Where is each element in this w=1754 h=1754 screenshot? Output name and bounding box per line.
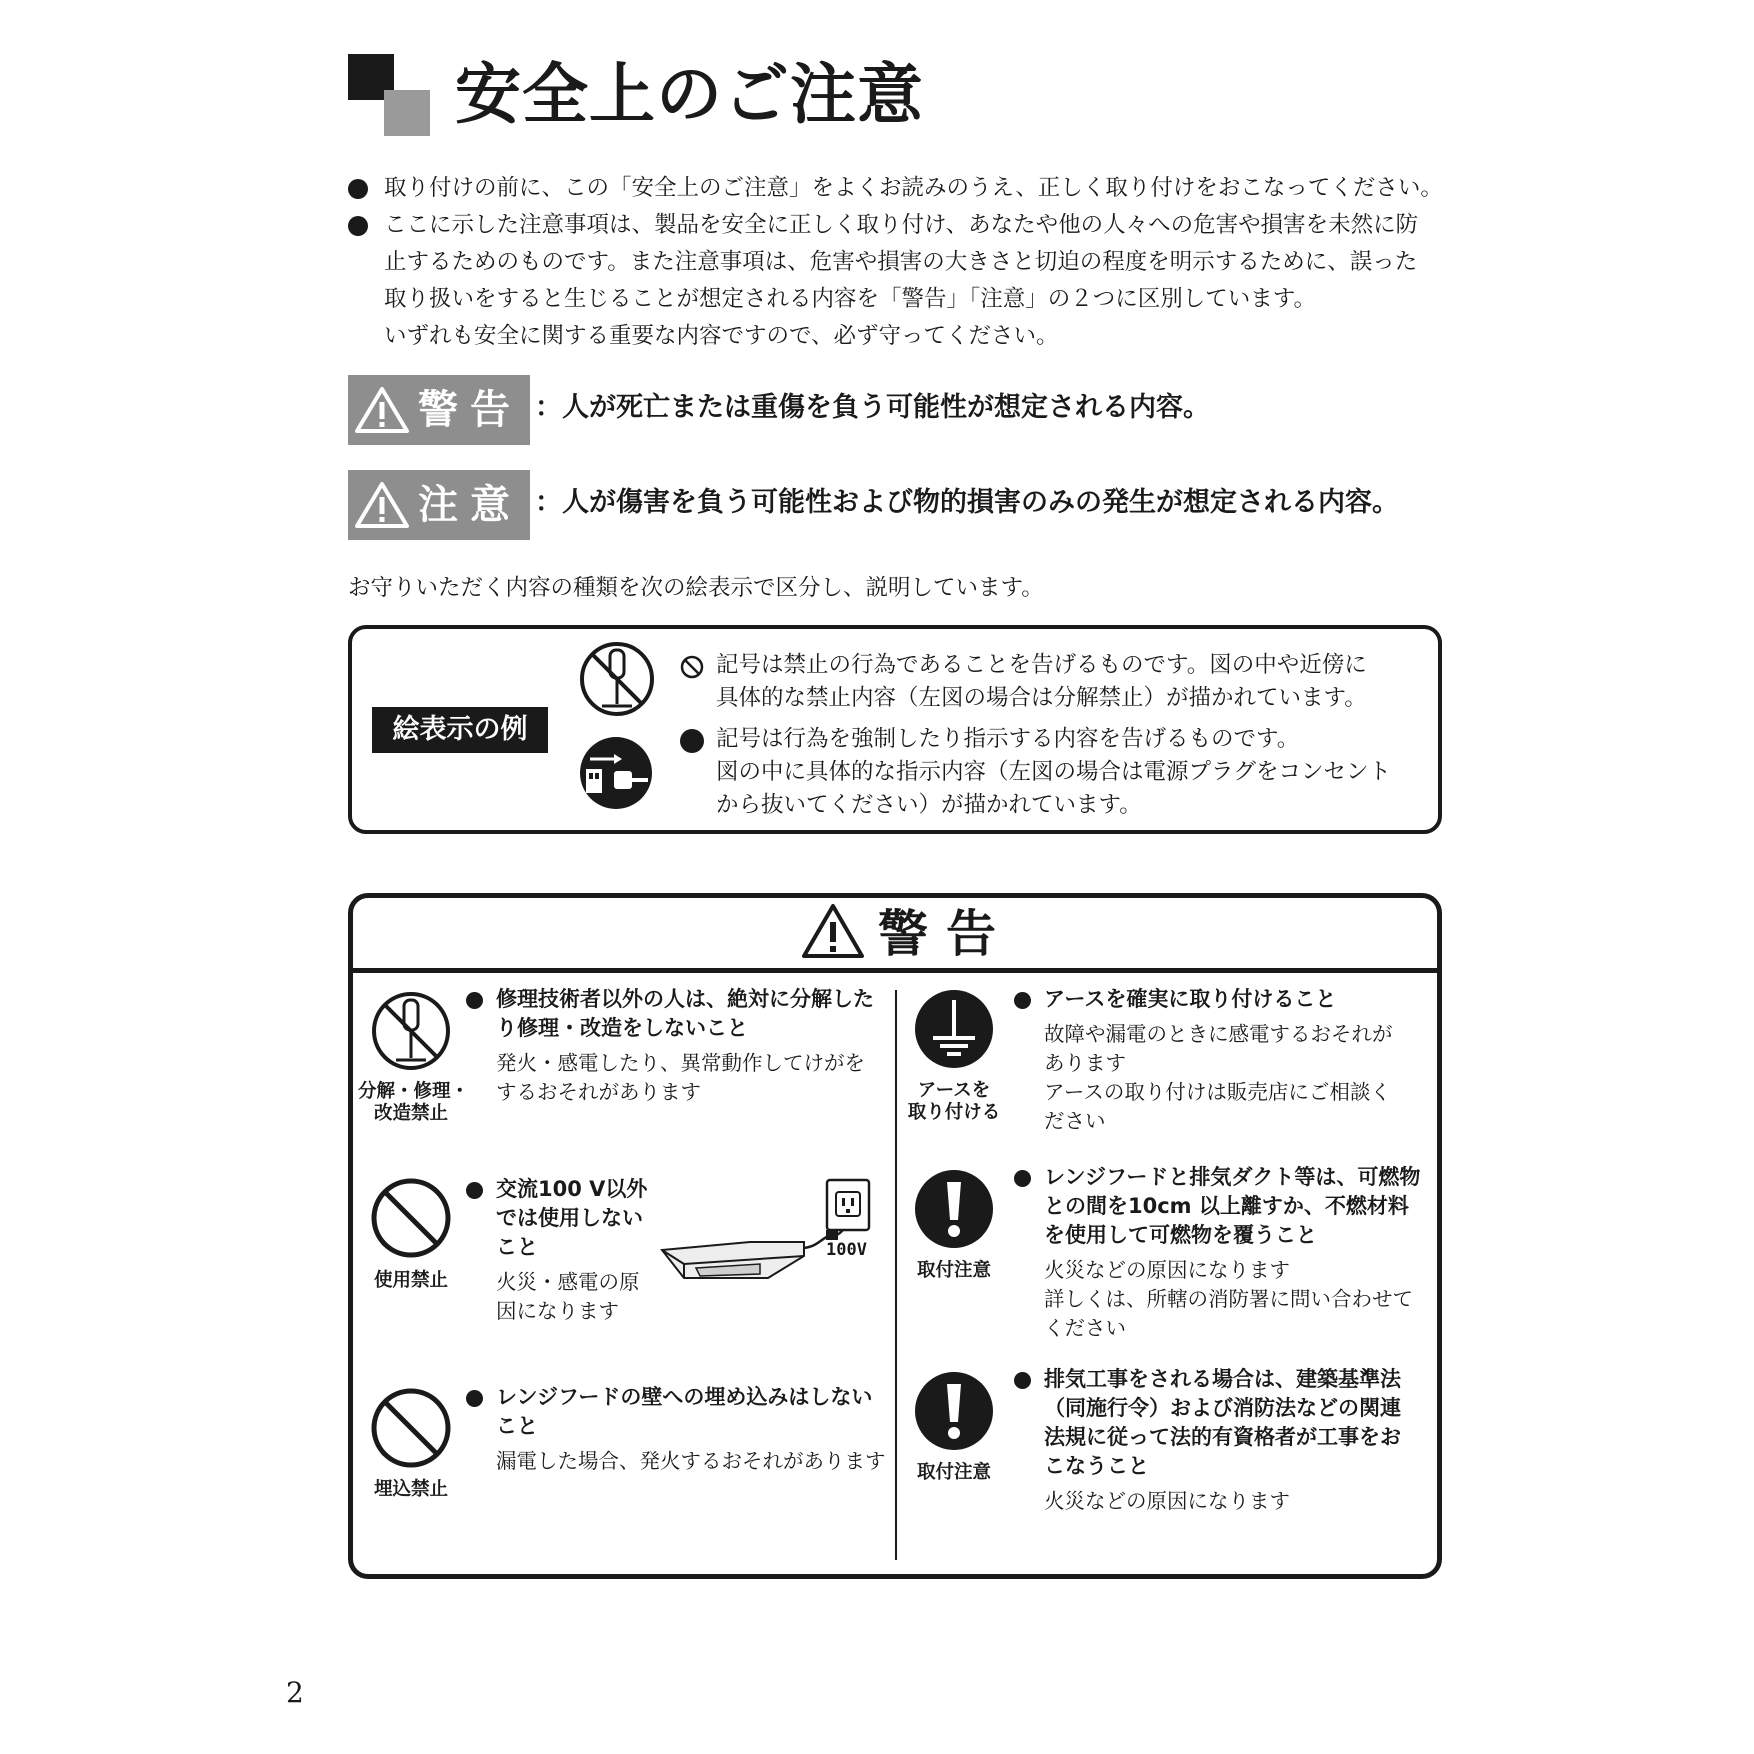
page-number: 2 xyxy=(286,1676,304,1709)
warning-item-exhaust-work: 排気工事をされる場合は、建築基準法 （同施行令）および消防法などの関連 法規に従って法的有資格者が工事をお こなうこと 火災などの原因になります xyxy=(1014,1365,1434,1516)
voltage-figure-label: 100V xyxy=(826,1240,867,1260)
warning-box-title: 警告 xyxy=(878,905,1014,963)
exclamation-icon xyxy=(913,1168,995,1250)
warning-box-header-divider xyxy=(352,968,1438,973)
warning-triangle-icon xyxy=(800,902,866,960)
range-hood-outlet-illustration xyxy=(660,1178,880,1288)
unplug-icon xyxy=(578,735,654,811)
caution-level-label: 注意 xyxy=(348,470,530,540)
no-disassembly-icon xyxy=(578,640,656,718)
page-title: 安全上のご注意 xyxy=(455,56,924,133)
prohibited-icon xyxy=(680,655,704,679)
install-caution-caption: 取付注意 xyxy=(916,1462,991,1483)
title-decoration xyxy=(348,54,432,138)
install-caution-caption: 取付注意 xyxy=(916,1260,991,1281)
prohibited-icon xyxy=(370,1177,452,1259)
pictogram-note: お守りいただく内容の種類を次の絵表示で区分し、説明しています。 xyxy=(348,575,1044,601)
warning-level-description: ：人が死亡または重傷を負う可能性が想定される内容。 xyxy=(535,392,1210,423)
prohibited-icon xyxy=(370,1387,452,1469)
warning-triangle-icon xyxy=(354,385,410,435)
intro-bullet-2: ここに示した注意事項は、製品を安全に正しく取り付け、あなたや他の人々への危害や損害を未然に防 止するためのものです。また注意事項は、危害や損害の大きさと切迫の程度を明示するために、誤った 取り扱いをすると生じることが想定される内容を「警告」「注意」の２つに区別しています。 いずれも安全に関する重要な内容ですので、必ず守ってください。 xyxy=(348,207,1448,355)
intro-section xyxy=(348,170,1448,355)
embed-prohibited-caption: 埋込禁止 xyxy=(373,1479,448,1500)
pictogram-example-label: 絵表示の例 xyxy=(372,707,548,753)
ground-icon xyxy=(913,988,995,1070)
warning-box-column-divider xyxy=(895,990,897,1560)
warning-item-clearance: レンジフードと排気ダクト等は、可燃物 との間を10cm 以上離すか、不燃材料 を使用して可燃物を覆うこと 火災などの原因になります 詳しくは、所轄の消防署に問い合わせて ください xyxy=(1014,1163,1434,1343)
exclamation-icon xyxy=(913,1370,995,1452)
use-prohibited-caption: 使用禁止 xyxy=(373,1270,448,1291)
prohibit-symbol-explanation: 記号は禁止の行為であることを告げるものです。図の中や近傍に 具体的な禁止内容（左図の場合は分解禁止）が描かれています。 xyxy=(680,649,1367,715)
mandatory-dot-icon xyxy=(680,729,704,753)
intro-bullet-1: 取り付けの前に、この「安全上のご注意」をよくお読みのうえ、正しく取り付けをおこなってください。 xyxy=(348,170,1448,207)
warning-item-disassembly: 修理技術者以外の人は、絶対に分解した り修理・改造をしないこと 発火・感電したり、異常動作してけがを するおそれがあります xyxy=(466,985,876,1107)
warning-item-embedding: レンジフードの壁への埋め込みはしない こと 漏電した場合、発火するおそれがあります xyxy=(466,1383,886,1476)
no-disassembly-caption: 分解・修理・ 改造禁止 xyxy=(358,1081,470,1124)
no-disassembly-icon xyxy=(370,990,452,1072)
mandatory-symbol-explanation: 記号は行為を強制したり指示する内容を告げるものです。 図の中に具体的な指示内容（左図の場合は電源プラグをコンセント から抜いてください）が描かれています。 xyxy=(680,723,1391,822)
warning-level-label: 警告 xyxy=(348,375,530,445)
warning-triangle-icon xyxy=(354,480,410,530)
ground-caption: アースを 取り付ける xyxy=(907,1080,1001,1123)
warning-item-ground: アースを確実に取り付けること 故障や漏電のときに感電するおそれが あります アースの取り付けは販売店にご相談く ださい xyxy=(1014,985,1434,1136)
warning-item-voltage: 交流100 V以外 では使用しない こと 火災・感電の原 因になります xyxy=(466,1175,676,1326)
caution-level-description: ：人が傷害を負う可能性および物的損害のみの発生が想定される内容。 xyxy=(535,487,1399,518)
